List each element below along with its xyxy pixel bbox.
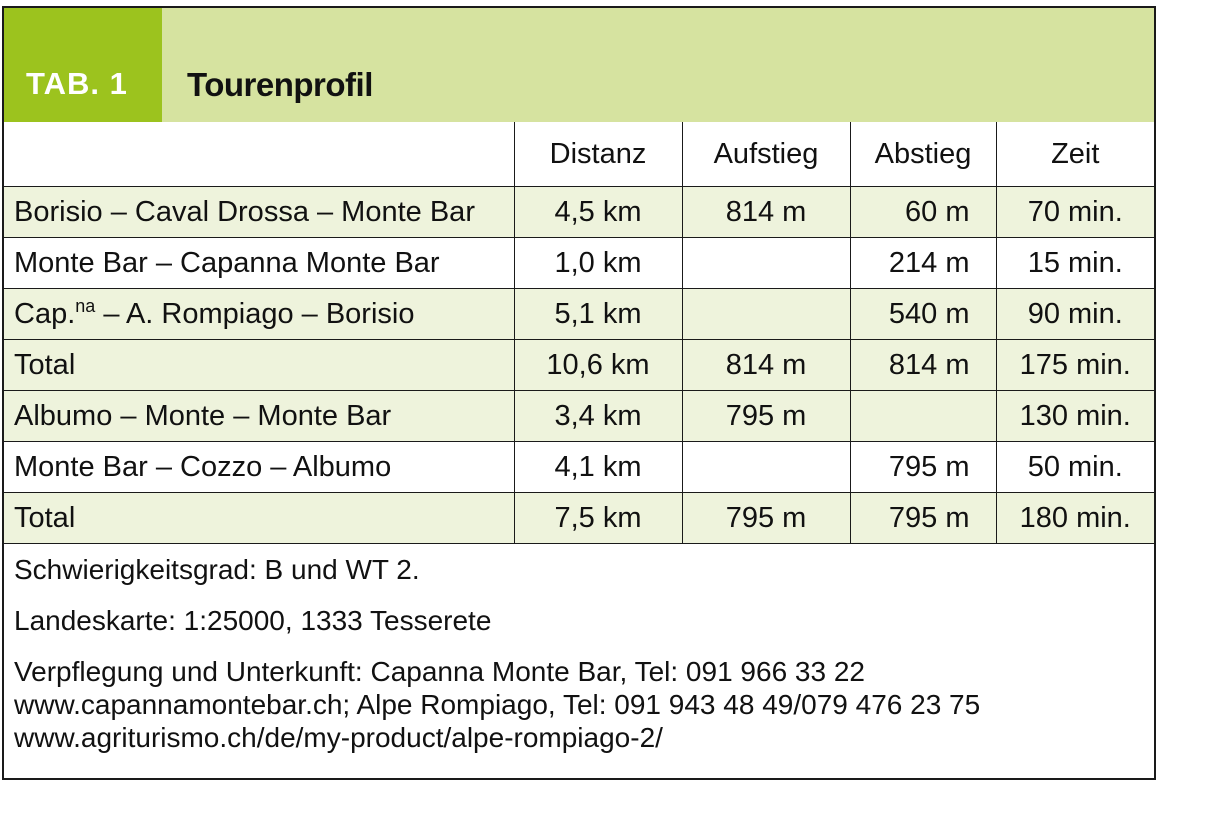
abstieg-cell: 540 m — [850, 289, 996, 340]
abstieg-cell: 795 m — [850, 493, 996, 544]
zeit-cell: 175 min. — [996, 340, 1154, 391]
column-header-row — [4, 122, 1154, 187]
lodging-note-line-1: Verpflegung und Unterkunft: Capanna Monte Bar, Tel: 091 966 33 22 — [14, 656, 865, 687]
table-title: Tourenprofil — [187, 66, 373, 103]
route-cell — [4, 289, 514, 340]
abstieg-cell: 60 m — [850, 187, 996, 238]
aufstieg-cell: 795 m — [682, 391, 850, 442]
distanz-cell: 7,5 km — [514, 493, 682, 544]
route-cell: Monte Bar – Cozzo – Albumo — [4, 442, 514, 493]
zeit-cell: 90 min. — [996, 289, 1154, 340]
route-cell: Albumo – Monte – Monte Bar — [4, 391, 514, 442]
tab-label: TAB. 1 — [26, 66, 128, 101]
table-row — [4, 238, 1154, 289]
abstieg-cell: 814 m — [850, 340, 996, 391]
aufstieg-cell: 814 m — [682, 187, 850, 238]
table-row — [4, 391, 1154, 442]
route-superscript: na — [75, 295, 96, 316]
abstieg-cell — [850, 391, 996, 442]
aufstieg-cell — [682, 442, 850, 493]
route-cell: Total — [4, 340, 514, 391]
zeit-cell: 70 min. — [996, 187, 1154, 238]
notes-section — [14, 553, 1144, 754]
column-header-zeit: Zeit — [996, 122, 1154, 187]
aufstieg-cell — [682, 289, 850, 340]
tour-profile-table — [4, 122, 1154, 544]
tab-number-badge — [4, 8, 162, 122]
table-row — [4, 187, 1154, 238]
distanz-cell: 3,4 km — [514, 391, 682, 442]
distanz-cell: 4,1 km — [514, 442, 682, 493]
distanz-cell: 10,6 km — [514, 340, 682, 391]
table-row-total — [4, 340, 1154, 391]
zeit-cell: 180 min. — [996, 493, 1154, 544]
lodging-note-line-3: www.agriturismo.ch/de/my-product/alpe-rompiago-2/ — [14, 722, 663, 753]
table-row-total — [4, 493, 1154, 544]
distanz-cell: 5,1 km — [514, 289, 682, 340]
aufstieg-cell — [682, 238, 850, 289]
difficulty-note: Schwierigkeitsgrad: B und WT 2. — [14, 554, 420, 585]
column-header-route — [4, 122, 514, 187]
tour-profile-box — [2, 6, 1156, 780]
zeit-cell: 130 min. — [996, 391, 1154, 442]
table-row — [4, 442, 1154, 493]
table-header-band — [4, 8, 1154, 124]
route-cell: Borisio – Caval Drossa – Monte Bar — [4, 187, 514, 238]
route-cell: Monte Bar – Capanna Monte Bar — [4, 238, 514, 289]
aufstieg-cell: 795 m — [682, 493, 850, 544]
column-header-abstieg: Abstieg — [850, 122, 996, 187]
abstieg-cell: 214 m — [850, 238, 996, 289]
table-row — [4, 289, 1154, 340]
route-suffix: – A. Rompiago – Borisio — [95, 297, 415, 330]
distanz-cell: 4,5 km — [514, 187, 682, 238]
column-header-distanz: Distanz — [514, 122, 682, 187]
abstieg-cell: 795 m — [850, 442, 996, 493]
route-prefix: Cap. — [14, 297, 76, 330]
aufstieg-cell: 814 m — [682, 340, 850, 391]
column-header-aufstieg: Aufstieg — [682, 122, 850, 187]
distanz-cell: 1,0 km — [514, 238, 682, 289]
zeit-cell: 50 min. — [996, 442, 1154, 493]
route-cell: Total — [4, 493, 514, 544]
map-note: Landeskarte: 1:25000, 1333 Tesserete — [14, 605, 492, 636]
zeit-cell: 15 min. — [996, 238, 1154, 289]
lodging-note-line-2: www.capannamontebar.ch; Alpe Rompiago, Tel: 091 943 48 49/079 476 23 75 — [14, 689, 981, 720]
